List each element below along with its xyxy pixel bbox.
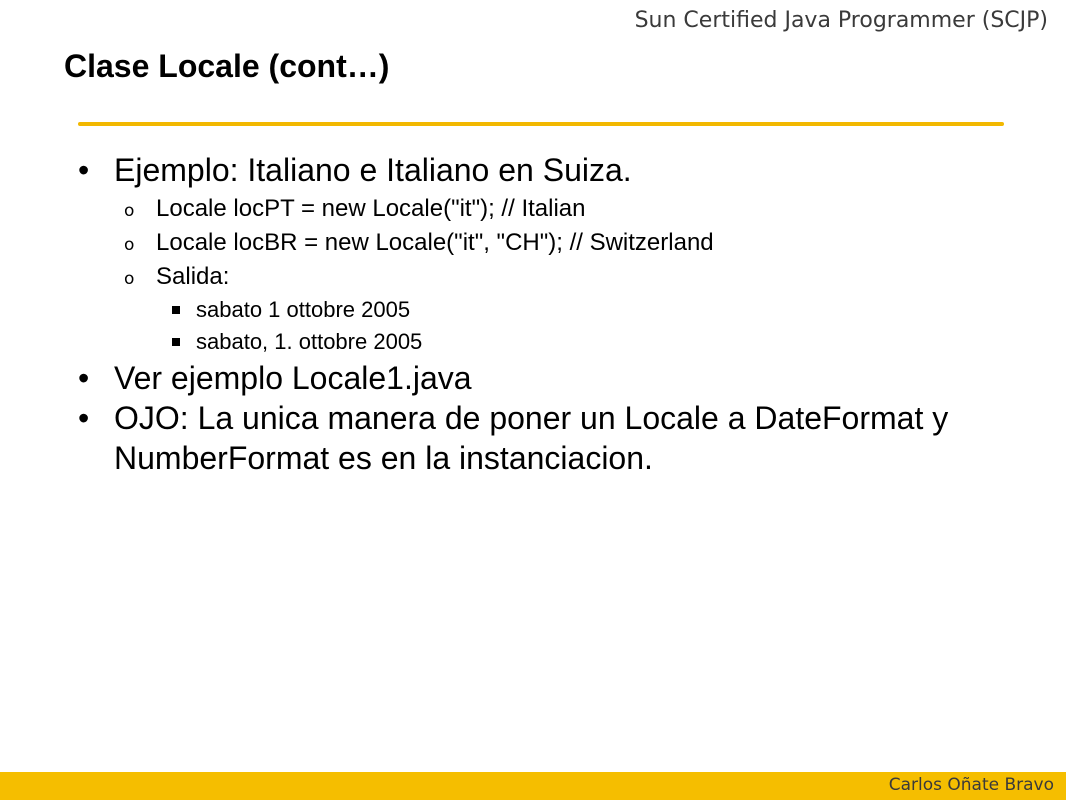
circle-o-bullet-icon: o (124, 269, 135, 289)
sub-bullet-locbr (0, 226, 1066, 260)
bullet-text: Ver ejemplo Locale1.java (114, 360, 472, 396)
sub-bullet-text: Locale locBR = new Locale("it", "CH"); // Switzerland (156, 229, 714, 256)
slide-content (0, 150, 1066, 478)
bullet-example (0, 150, 1066, 190)
circle-o-bullet-icon: o (124, 235, 135, 255)
sub-bullet-locpt (0, 192, 1066, 226)
output-line-1 (0, 294, 1066, 326)
footer-author: Carlos Oñate Bravo (888, 775, 1054, 795)
bullet-text: Ejemplo: Italiano e Italiano en Suiza. (114, 152, 632, 188)
sub-bullet-text: Locale locPT = new Locale("it"); // Italian (156, 195, 586, 222)
slide-title: Clase Locale (cont…) (64, 48, 390, 84)
output-text: sabato, 1. ottobre 2005 (196, 329, 423, 354)
footer-bar (0, 772, 1066, 800)
bullet-note (0, 398, 1066, 478)
bullet-dot-icon: • (78, 152, 90, 188)
circle-o-bullet-icon: o (124, 201, 135, 221)
square-bullet-icon (172, 306, 180, 314)
square-bullet-icon (172, 338, 180, 346)
title-divider (78, 122, 1004, 126)
sub-bullet-salida (0, 260, 1066, 294)
output-line-2 (0, 326, 1066, 358)
bullet-see-example (0, 358, 1066, 398)
bullet-text: OJO: La unica manera de poner un Locale a DateFormat y NumberFormat es en la instanciacion. (114, 400, 949, 476)
output-text: sabato 1 ottobre 2005 (196, 297, 411, 322)
course-header: Sun Certified Java Programmer (SCJP) (634, 8, 1048, 33)
bullet-dot-icon: • (78, 360, 90, 396)
bullet-dot-icon: • (78, 400, 90, 436)
sub-bullet-text: Salida: (156, 263, 230, 290)
